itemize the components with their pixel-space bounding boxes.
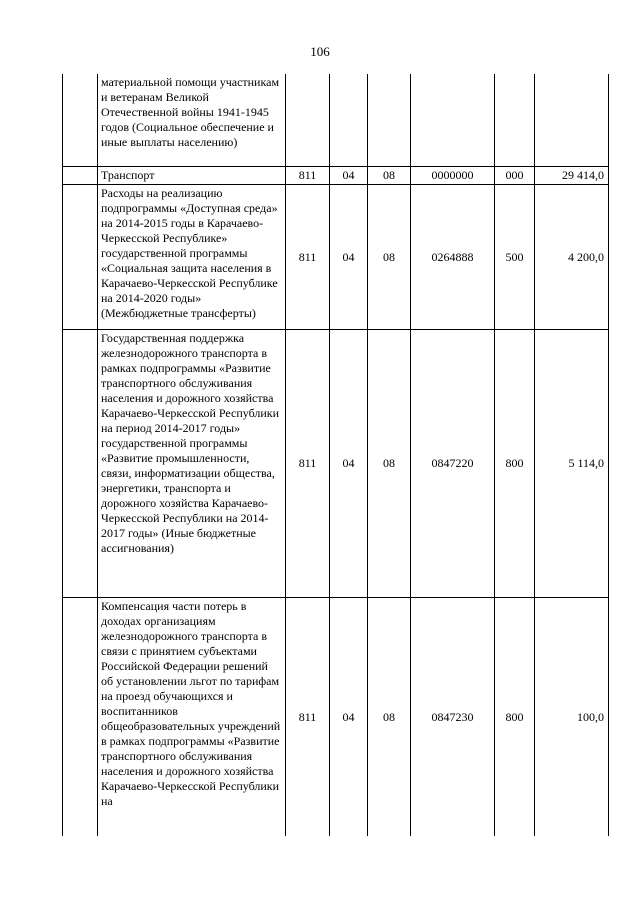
amount bbox=[535, 74, 609, 167]
section-code bbox=[330, 74, 368, 167]
subsection-code: 08 bbox=[368, 598, 411, 837]
section-code: 04 bbox=[330, 167, 368, 185]
amount: 29 414,0 bbox=[535, 167, 609, 185]
item-name: Расходы на реализацию подпрограммы «Доступная среда» на 2014-2015 годы в Карачаево-Черкесской Республике» государственной программы «Социальная защита населения в Карачаево-Черкесской Республике на 2014-2020 годы» (Межбюджетные трансферты) bbox=[98, 185, 286, 330]
subsection-code bbox=[368, 74, 411, 167]
ministry-code: 811 bbox=[286, 167, 330, 185]
target-code: 0264888 bbox=[411, 185, 495, 330]
expense-type-code bbox=[495, 74, 535, 167]
table-row bbox=[63, 185, 609, 330]
expense-type-code: 800 bbox=[495, 330, 535, 598]
item-name: материальной помощи участникам и ветеранам Великой Отечественной войны 1941-1945 годов (Социальное обеспечение и иные выплаты населению) bbox=[98, 74, 286, 167]
expense-type-code: 800 bbox=[495, 598, 535, 837]
subsection-code: 08 bbox=[368, 185, 411, 330]
table-row bbox=[63, 74, 609, 167]
ministry-code: 811 bbox=[286, 598, 330, 837]
expense-type-code: 000 bbox=[495, 167, 535, 185]
page-number: 106 bbox=[310, 44, 330, 59]
blank-cell bbox=[63, 185, 98, 330]
item-name: Компенсация части потерь в доходах организациям железнодорожного транспорта в связи с принятием субъектами Российской Федерации решений об установлении льгот по тарифам на проезд обучающихся и воспитанников общеобразовательных учреждений в рамках подпрограммы «Развитие транспортного обслуживания населения и дорожного хозяйства Карачаево-Черкесской Республики на bbox=[98, 598, 286, 837]
amount: 100,0 bbox=[535, 598, 609, 837]
amount: 4 200,0 bbox=[535, 185, 609, 330]
section-code: 04 bbox=[330, 330, 368, 598]
amount: 5 114,0 bbox=[535, 330, 609, 598]
table-row bbox=[63, 330, 609, 598]
target-code: 0847230 bbox=[411, 598, 495, 837]
table-row bbox=[63, 167, 609, 185]
blank-cell bbox=[63, 167, 98, 185]
target-code: 0847220 bbox=[411, 330, 495, 598]
subsection-code: 08 bbox=[368, 330, 411, 598]
target-code bbox=[411, 74, 495, 167]
ministry-code: 811 bbox=[286, 185, 330, 330]
blank-cell bbox=[63, 330, 98, 598]
section-code: 04 bbox=[330, 185, 368, 330]
ministry-code bbox=[286, 74, 330, 167]
blank-cell bbox=[63, 74, 98, 167]
target-code: 0000000 bbox=[411, 167, 495, 185]
subsection-code: 08 bbox=[368, 167, 411, 185]
expense-type-code: 500 bbox=[495, 185, 535, 330]
ministry-code: 811 bbox=[286, 330, 330, 598]
section-code: 04 bbox=[330, 598, 368, 837]
item-name: Транспорт bbox=[98, 167, 286, 185]
budget-table bbox=[62, 74, 609, 836]
blank-cell bbox=[63, 598, 98, 837]
table-row bbox=[63, 598, 609, 837]
item-name: Государственная поддержка железнодорожного транспорта в рамках подпрограммы «Развитие транспортного обслуживания населения и дорожного хозяйства Карачаево-Черкесской Республики на период 2014-2017 годы» государственной программы «Развитие промышленности, связи, информатизации общества, энергетики, транспорта и дорожного хозяйства Карачаево-Черкесской Республики на 2014-2017 годы» (Иные бюджетные ассигнования) bbox=[98, 330, 286, 598]
